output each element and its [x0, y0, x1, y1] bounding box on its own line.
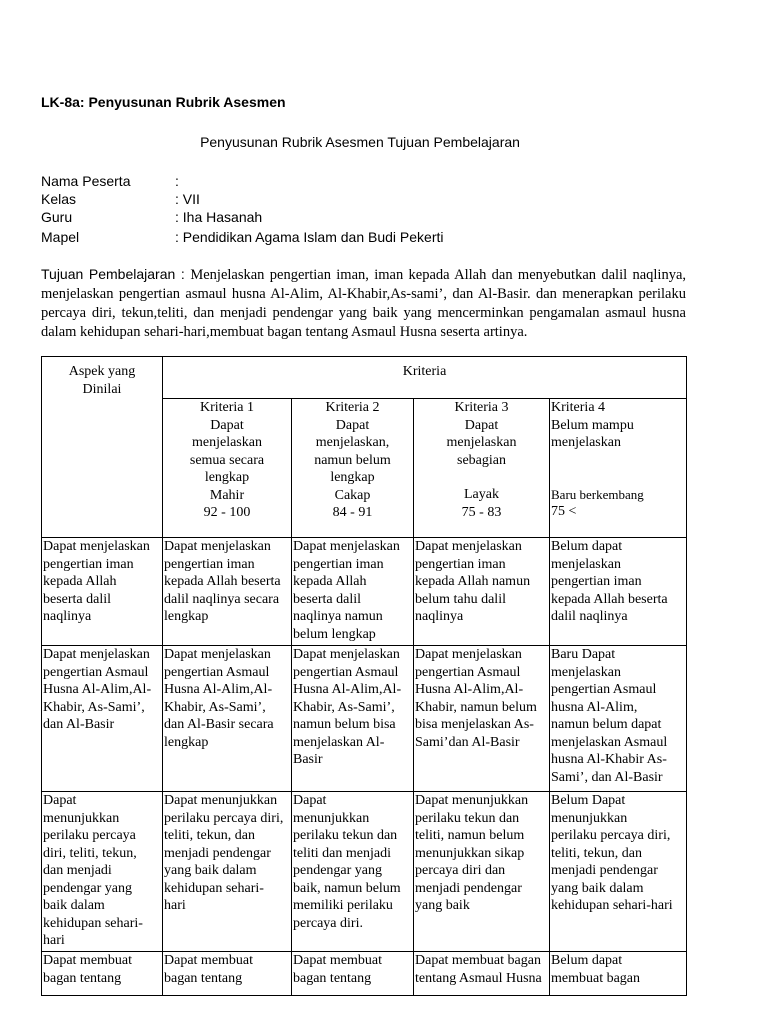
cell-line: kehidupan sehari- — [164, 880, 264, 896]
cell-line: diri, teliti, tekun, — [43, 845, 137, 861]
spacer — [551, 452, 685, 469]
cell-line: kepada Allah — [43, 574, 117, 589]
cell-line: percaya diri dan — [415, 863, 506, 878]
table-row — [42, 952, 687, 996]
criteria-name: Kriteria 4 — [551, 400, 606, 415]
table-row — [42, 646, 687, 792]
criteria-1-header — [163, 399, 292, 538]
criteria-desc: namun belum — [314, 452, 391, 468]
cell-line: dalil naqlinya secara — [164, 591, 280, 607]
cell-line: Husna Al-Alim,Al- — [164, 682, 273, 697]
criteria-header: Kriteria — [402, 364, 447, 379]
cell-line: lengkap — [164, 609, 209, 624]
cell-line: Dapat menunjukkan — [415, 793, 529, 808]
cell-line: pengertian Asmaul — [43, 664, 149, 680]
cell-line: Husna Al-Alim,Al- — [415, 682, 524, 697]
info-row-class — [41, 189, 200, 209]
cell-line: kepada Allah beserta — [551, 591, 668, 607]
cell-line: menjadi pendengar — [551, 863, 658, 878]
criteria-desc: Dapat — [464, 417, 499, 433]
info-label: Nama Peserta — [41, 173, 131, 189]
cell-line: Dapat — [43, 793, 77, 808]
criteria-3-header — [414, 399, 550, 538]
info-row-subject — [41, 227, 444, 247]
criteria-desc: lengkap — [330, 470, 375, 485]
cell-line: Belum dapat — [551, 539, 623, 554]
cell-line: Sami’, dan Al-Basir — [551, 769, 663, 785]
spacer — [415, 469, 548, 486]
criteria-range: 75 < — [551, 504, 577, 519]
document-heading: LK-8a: Penyusunan Rubrik Asesmen — [41, 94, 286, 110]
cell-line: husna Al-Khabir As- — [551, 752, 667, 767]
cell-line: pengertian Asmaul — [293, 664, 399, 680]
cell-line: yang baik — [415, 898, 470, 913]
cell-line: Dapat menjelaskan — [293, 539, 400, 554]
cell-line: bagan tentang — [293, 970, 372, 986]
criteria-desc: menjelaskan — [192, 435, 262, 450]
cell-line: naqlinya namun — [293, 609, 383, 624]
cell-line: menjelaskan — [551, 556, 621, 572]
cell-line: Husna Al-Alim,Al- — [293, 682, 402, 697]
criteria-name: Kriteria 3 — [454, 400, 509, 415]
cell-line: naqlinya — [43, 609, 92, 624]
criteria-desc: sebagian — [457, 452, 506, 468]
cell-line: menjelaskan — [551, 664, 621, 680]
cell-line: menunjukkan — [43, 810, 120, 826]
cell-line: tentang Asmaul Husna — [415, 970, 542, 986]
aspect-cell — [42, 792, 163, 952]
cell-line: Dapat menjelaskan — [43, 539, 150, 554]
info-label: Guru — [41, 209, 73, 225]
cell-line: baik dalam — [43, 898, 105, 913]
criteria-cell — [414, 792, 550, 952]
criteria-cell — [163, 646, 292, 792]
criteria-cell — [163, 792, 292, 952]
criteria-cell — [414, 952, 550, 996]
cell-line: bisa menjelaskan As- — [415, 717, 534, 732]
cell-line: pengertian iman — [164, 556, 255, 572]
cell-line: Dapat membuat — [164, 953, 254, 968]
cell-line: belum lengkap — [293, 626, 376, 642]
cell-line: menjelaskan Al- — [293, 734, 385, 750]
criteria-desc: lengkap — [204, 470, 250, 485]
cell-line: Baru Dapat — [551, 647, 616, 662]
criteria-cell — [550, 646, 687, 792]
info-value: : — [175, 173, 179, 189]
cell-line: perilaku percaya — [43, 828, 136, 843]
criteria-name: Kriteria 1 — [199, 400, 255, 415]
cell-line: perilaku tekun dan — [415, 810, 520, 826]
criteria-cell — [414, 538, 550, 646]
aspect-cell — [42, 538, 163, 646]
aspect-header-cell — [42, 357, 163, 538]
rubric-table — [41, 356, 687, 996]
criteria-desc: menjelaskan, — [315, 435, 390, 450]
cell-line: teliti, tekun, dan — [164, 828, 255, 843]
info-row-teacher — [41, 207, 262, 227]
criteria-desc: Dapat — [335, 417, 370, 433]
objective-label: Tujuan Pembelajaran : — [41, 266, 191, 282]
aspect-cell — [42, 646, 163, 792]
cell-line: perilaku percaya diri, — [164, 810, 284, 826]
cell-line: dalil naqlinya — [551, 609, 628, 624]
cell-line: beserta dalil — [293, 591, 362, 607]
cell-line: kehidupan sehari- — [43, 915, 143, 931]
cell-line: Belum Dapat — [551, 793, 626, 808]
cell-line: pendengar yang — [293, 863, 383, 878]
aspect-header-line: Dinilai — [82, 382, 122, 397]
criteria-2-header — [292, 399, 414, 538]
cell-line: memiliki perilaku — [293, 898, 393, 913]
cell-line: naqlinya — [415, 609, 464, 624]
criteria-level: Layak — [464, 487, 499, 502]
cell-line: Dapat menunjukkan — [164, 793, 278, 808]
cell-line: Dapat menjelaskan — [164, 539, 271, 554]
info-value: : Pendidikan Agama Islam dan Budi Pekerti — [175, 229, 444, 245]
document-subtitle: Penyusunan Rubrik Asesmen Tujuan Pembelajaran — [200, 134, 520, 150]
criteria-cell — [414, 646, 550, 792]
criteria-range: 92 - 100 — [203, 505, 251, 520]
cell-line: menunjukkan sikap — [415, 845, 525, 861]
cell-line: hari — [43, 933, 65, 948]
cell-line: pengertian iman — [415, 556, 506, 572]
cell-line: Dapat menjelaskan — [415, 647, 522, 662]
cell-line: pendengar yang — [43, 880, 133, 896]
criteria-cell — [550, 792, 687, 952]
cell-line: baik, namun belum — [293, 880, 401, 896]
cell-line: menjadi pendengar — [415, 880, 522, 896]
info-value: : Iha Hasanah — [175, 209, 263, 225]
cell-line: menjelaskan Asmaul — [551, 734, 668, 750]
cell-line: menjadi pendengar — [164, 845, 271, 861]
cell-line: pengertian iman — [43, 556, 134, 572]
cell-line: Dapat menjelaskan — [164, 647, 271, 662]
cell-line: Dapat menjelaskan — [415, 539, 522, 554]
cell-line: Khabir, As-Sami’, — [43, 699, 145, 715]
cell-line: pengertian iman — [551, 574, 642, 589]
cell-line: bagan tentang — [43, 970, 122, 986]
cell-line: lengkap — [164, 734, 209, 750]
cell-line: Dapat menjelaskan — [293, 647, 400, 662]
criteria-level: Baru berkembang — [551, 486, 644, 502]
cell-line: Khabir, namun belum — [415, 699, 537, 715]
criteria-cell — [550, 538, 687, 646]
cell-line: hari — [164, 898, 186, 913]
cell-line: bagan tentang — [164, 970, 243, 986]
aspect-header-line: Aspek yang — [68, 364, 136, 379]
info-label: Kelas — [41, 191, 77, 207]
cell-line: dan Al-Basir secara — [164, 717, 274, 732]
cell-line: menunjukkan — [293, 810, 370, 826]
criteria-level: Cakap — [334, 487, 371, 503]
cell-line: dan menjadi — [43, 863, 112, 878]
criteria-cell — [292, 646, 414, 792]
objective-text: Menjelaskan pengertian iman, iman kepada Allah dan menyebutkan dalil naqlinya, menjelaskan pengertian asmaul husna Al-Alim, Al-Khabir,As-sami’, dan Al-Basir. dan menerapkan perilaku percaya diri, tekun,teliti, dan menjadi pendengar yang baik yang mencerminkan pengamalan asmaul husna dalam kehidupan sehari-hari,membuat bagan tentang Asmaul Husna seserta artinya. — [41, 267, 686, 340]
info-value: : VII — [175, 191, 200, 207]
criteria-desc: menjelaskan — [446, 435, 517, 450]
cell-line: dan Al-Basir — [43, 717, 115, 732]
info-row-participant — [41, 171, 179, 191]
cell-line: teliti dan menjadi — [293, 845, 391, 861]
cell-line: Dapat membuat — [293, 953, 383, 968]
spacer — [551, 469, 685, 486]
cell-line: pengertian Asmaul — [415, 664, 521, 680]
criteria-cell — [163, 538, 292, 646]
cell-line: yang baik dalam — [551, 880, 644, 896]
cell-line: menunjukkan — [551, 810, 628, 826]
learning-objective — [41, 265, 686, 342]
criteria-name: Kriteria 2 — [325, 400, 380, 415]
cell-line: pengertian Asmaul — [551, 682, 657, 697]
cell-line: namun belum dapat — [551, 717, 662, 732]
cell-line: pengertian Asmaul — [164, 664, 270, 680]
cell-line: Belum dapat — [551, 953, 623, 968]
cell-line: Sami’dan Al-Basir — [415, 734, 520, 750]
cell-line: Dapat membuat — [43, 953, 133, 968]
criteria-desc: Belum mampu — [551, 417, 634, 433]
criteria-header-cell — [163, 357, 687, 399]
cell-line: kepada Allah — [293, 574, 367, 589]
criteria-desc: menjelaskan — [551, 435, 621, 450]
criteria-cell — [292, 792, 414, 952]
cell-line: kepada Allah beserta — [164, 574, 281, 589]
criteria-range: 75 - 83 — [461, 504, 502, 520]
criteria-cell — [292, 538, 414, 646]
cell-line: yang baik dalam — [164, 863, 257, 878]
cell-line: beserta dalil — [43, 591, 112, 607]
cell-line: belum tahu dalil — [415, 591, 506, 607]
cell-line: Husna Al-Alim,Al- — [43, 682, 152, 697]
cell-line: percaya diri. — [293, 915, 363, 931]
criteria-cell — [550, 952, 687, 996]
cell-line: Khabir, As-Sami’, — [293, 699, 395, 715]
cell-line: Basir — [293, 752, 323, 767]
cell-line: Khabir, As-Sami’, — [164, 699, 266, 715]
cell-line: Dapat — [293, 793, 327, 808]
cell-line: kepada Allah namun — [415, 574, 531, 589]
criteria-range: 84 - 91 — [332, 505, 373, 520]
cell-line: Dapat membuat bagan — [415, 953, 541, 968]
criteria-level: Mahir — [209, 487, 245, 503]
cell-line: perilaku tekun dan — [293, 828, 398, 843]
cell-line: husna Al-Alim, — [551, 699, 638, 715]
criteria-cell — [163, 952, 292, 996]
table-row — [42, 792, 687, 952]
cell-line: perilaku percaya diri, — [551, 828, 671, 843]
criteria-desc: Dapat — [210, 417, 244, 433]
criteria-4-header — [550, 399, 687, 538]
cell-line: membuat bagan — [551, 970, 641, 986]
cell-line: namun belum bisa — [293, 717, 396, 732]
cell-line: pengertian iman — [293, 556, 384, 572]
cell-line: teliti, tekun, dan — [551, 845, 642, 861]
aspect-cell — [42, 952, 163, 996]
criteria-cell — [292, 952, 414, 996]
criteria-desc: semua secara — [189, 452, 265, 468]
table-row — [42, 538, 687, 646]
info-label: Mapel — [41, 229, 80, 245]
cell-line: kehidupan sehari-hari — [551, 898, 673, 913]
cell-line: teliti, namun belum — [415, 828, 525, 843]
cell-line: Dapat menjelaskan — [43, 647, 150, 662]
